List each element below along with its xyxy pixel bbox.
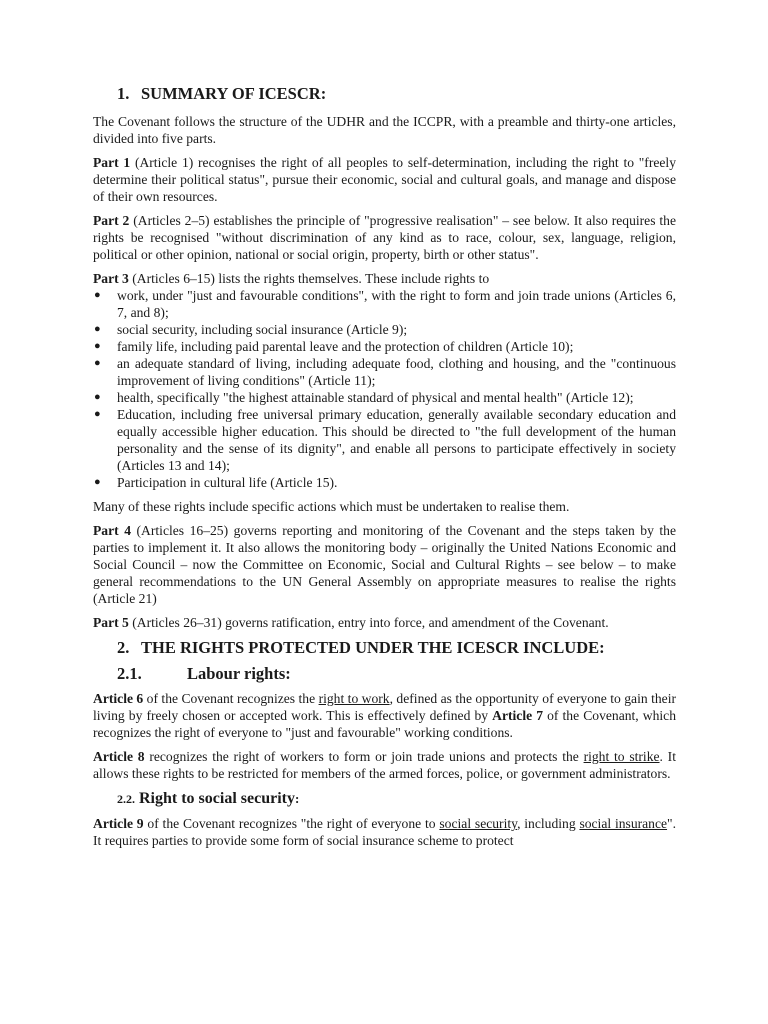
social-security-link[interactable]: social security xyxy=(439,816,518,831)
many-rights-paragraph xyxy=(93,498,676,515)
article-label: Article 6 xyxy=(93,691,144,706)
list-item xyxy=(93,474,676,491)
part-text: (Article 1) recognises the right of all peoples to self-determination, including the right to "freely determine their political status", pursue their economic, social and cultural goals, and manage and dispose of their own resources. xyxy=(93,155,677,204)
article-9-paragraph xyxy=(93,815,676,849)
section-number: 1. xyxy=(117,84,130,103)
subsection-2-1-heading xyxy=(117,664,676,684)
list-item xyxy=(93,321,676,338)
social-insurance-link[interactable]: social insurance xyxy=(579,816,668,831)
list-item xyxy=(93,406,676,474)
article-label: Article 8 xyxy=(93,749,145,764)
part-label: Part 1 xyxy=(93,155,131,170)
list-item-text: an adequate standard of living, including adequate food, clothing and housing, and the "continuous improvement of living conditions" (Article 11); xyxy=(117,356,676,388)
part-2-paragraph xyxy=(93,212,676,263)
paragraph-text: recognizes the right of workers to form or join trade unions and protects the xyxy=(144,749,584,764)
list-item-text: social security, including social insurance (Article 9); xyxy=(117,322,408,337)
article-6-paragraph xyxy=(93,690,676,741)
paragraph-text: , defined as the opportunity of everyone to gain their living by freely chosen or accepted work. This is effectively defined by xyxy=(93,691,677,723)
part-text: (Articles 16–25) governs reporting and monitoring of the Covenant and the steps taken by the parties to implement it. It also allows the monitoring body – originally the United Nations Economic and Social Council – now the Committee on Economic, Social and Cultural Rights – see below – to make general recommendations to the UN General Assembly on appropriate measures to realise the rights (Article 21) xyxy=(93,523,677,606)
article-8-paragraph xyxy=(93,748,676,782)
bullet-icon: ● xyxy=(94,357,101,369)
section-2-heading xyxy=(117,638,676,658)
section-number: 2. xyxy=(117,638,130,657)
paragraph-text: of the Covenant recognizes the xyxy=(143,691,319,706)
paragraph-text: Many of these rights include specific actions which must be undertaken to realise them. xyxy=(93,499,570,514)
part-text: (Articles 26–31) governs ratification, entry into force, and amendment of the Covenant. xyxy=(128,615,609,630)
list-item xyxy=(93,389,676,406)
paragraph-text: ". It requires parties to provide some form of social insurance scheme to protect xyxy=(93,816,676,848)
part-5-paragraph xyxy=(93,614,676,631)
subsection-colon: : xyxy=(294,791,300,806)
subsection-title: Right to social security xyxy=(139,790,295,807)
part-4-paragraph xyxy=(93,522,676,607)
right-to-work-link[interactable]: right to work xyxy=(318,691,390,706)
bullet-icon: ● xyxy=(94,323,101,335)
subsection-2-2-heading xyxy=(117,789,676,809)
list-item-text: health, specifically "the highest attainable standard of physical and mental health" (Article 12); xyxy=(117,390,634,405)
subsection-number: 2.1. xyxy=(117,664,142,683)
list-item-text: Participation in cultural life (Article 15). xyxy=(117,475,338,490)
bullet-icon: ● xyxy=(94,476,101,488)
part-text: (Articles 2–5) establishes the principle of "progressive realisation" – see below. It also requires the rights be recognised "without discrimination of any kind as to race, colour, sex, language, religion, political or other opinion, national or social origin, property, birth or other status". xyxy=(93,213,676,262)
subsection-title: Labour rights: xyxy=(187,664,291,683)
section-1-heading xyxy=(117,84,676,104)
list-item xyxy=(93,355,676,389)
part-label: Part 5 xyxy=(93,615,129,630)
list-item-text: Education, including free universal primary education, generally available secondary education and equally accessible higher education. This should be directed to "the full development of the human personality and the sense of its dignity", and enable all persons to participate effectively in society (Articles 13 and 14); xyxy=(117,407,676,473)
paragraph-text: of the Covenant, which recognizes the right of everyone to "just and favourable" working conditions. xyxy=(93,708,677,740)
list-item-text: family life, including paid parental leave and the protection of children (Article 10); xyxy=(117,339,574,354)
bullet-icon: ● xyxy=(94,408,101,420)
paragraph-text: of the Covenant recognizes "the right of everyone to xyxy=(143,816,440,831)
intro-text: The Covenant follows the structure of the UDHR and the ICCPR, with a preamble and thirty-one articles, divided into five parts. xyxy=(93,114,676,146)
bullet-icon: ● xyxy=(94,391,101,403)
bullet-icon: ● xyxy=(94,340,101,352)
list-item xyxy=(93,338,676,355)
right-to-strike-link[interactable]: right to strike xyxy=(583,749,660,764)
part-1-paragraph xyxy=(93,154,676,205)
paragraph-text: . It allows these rights to be restricted for members of the armed forces, police, or government administrators. xyxy=(93,749,676,781)
part-label: Part 2 xyxy=(93,213,130,228)
part-label: Part 4 xyxy=(93,523,131,538)
bullet-icon: ● xyxy=(94,289,101,301)
intro-paragraph xyxy=(93,113,676,147)
article-label: Article 9 xyxy=(93,816,144,831)
part-text: (Articles 6–15) lists the rights themselves. These include rights to xyxy=(128,271,490,286)
list-item xyxy=(93,287,676,321)
part-label: Part 3 xyxy=(93,271,129,286)
rights-list xyxy=(93,287,676,491)
subsection-number: 2.2. xyxy=(117,792,135,806)
part-3-paragraph xyxy=(93,270,676,287)
article-label: Article 7 xyxy=(492,708,544,723)
paragraph-text: , including xyxy=(517,816,580,831)
list-item-text: work, under "just and favourable conditions", with the right to form and join trade unions (Articles 6, 7, and 8); xyxy=(117,288,676,320)
section-title: THE RIGHTS PROTECTED UNDER THE ICESCR INCLUDE: xyxy=(141,638,605,657)
section-title: SUMMARY OF ICESCR: xyxy=(141,84,327,103)
